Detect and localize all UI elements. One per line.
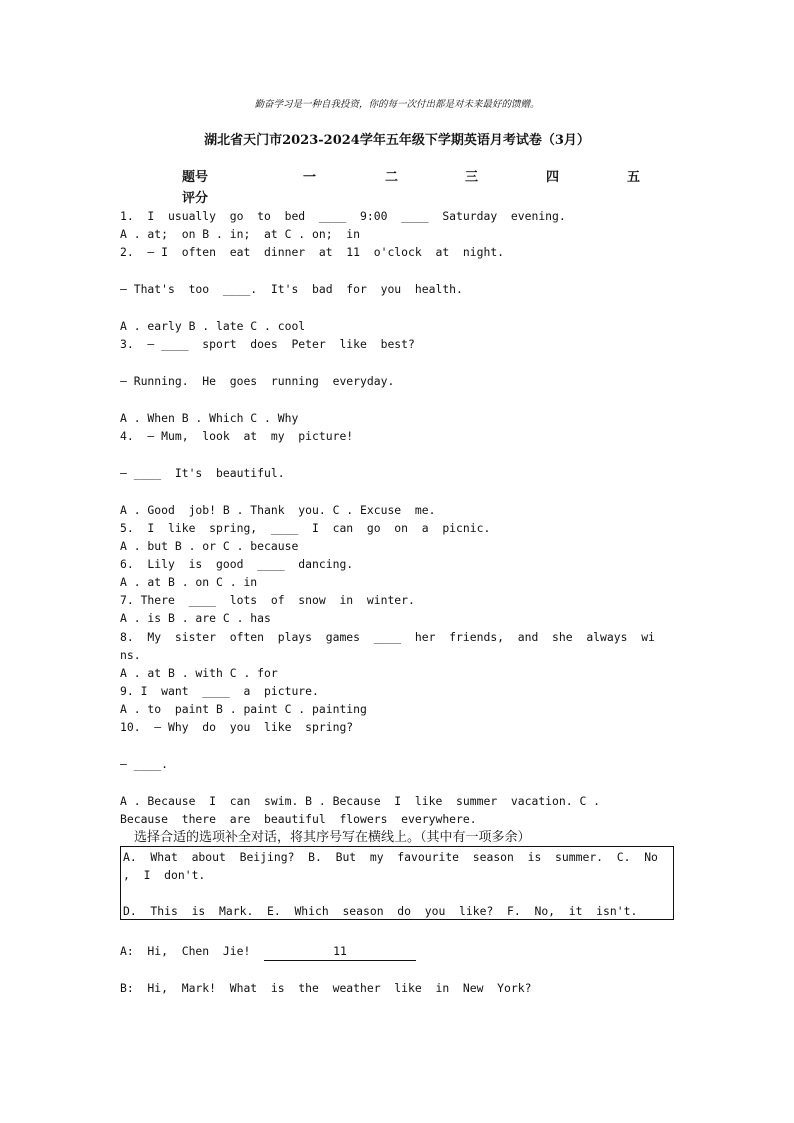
question-line: A . When B . Which C . Why: [120, 411, 299, 425]
question-line: A . Good job! B . Thank you. C . Excuse me.: [120, 503, 436, 517]
question-line: — Running. He goes running everyday.: [120, 374, 395, 388]
question-line: 7. There ____ lots of snow in winter.: [120, 593, 415, 607]
dialog-line-b: B: Hi, Mark! What is the weather like in New York?: [120, 981, 532, 995]
score-table-col: 五: [627, 170, 641, 185]
question-line: 2. — I often eat dinner at 11 o'clock at night.: [120, 245, 505, 259]
options-box: [120, 846, 674, 920]
score-table-col: 三: [465, 170, 479, 185]
question-line: ns.: [120, 648, 141, 662]
question-line: 8. My sister often plays games ____ her friends, and she always wi: [120, 630, 655, 644]
question-line: 10. — Why do you like spring?: [120, 720, 354, 734]
question-line: A . at B . with C . for: [120, 666, 278, 680]
answer-blank-11[interactable]: 11: [264, 942, 416, 961]
score-table-score-label: 评分: [182, 191, 209, 206]
question-line: 6. Lily is good ____ dancing.: [120, 557, 354, 571]
question-line: A . is B . are C . has: [120, 611, 271, 625]
question-line: A . but B . or C . because: [120, 539, 299, 553]
question-line: A . at B . on C . in: [120, 575, 258, 589]
page-title: 湖北省天门市2023-2024学年五年级下学期英语月考试卷（3月）: [204, 133, 590, 148]
section-instruction: 选择合适的选项补全对话，将其序号写在横线上。（其中有一项多余）: [134, 830, 531, 845]
dialog-a-prefix: A: Hi, Chen Jie!: [120, 944, 251, 958]
question-line: — That's too ____. It's bad for you health.: [120, 282, 463, 296]
score-table-col: 四: [546, 170, 560, 185]
motto: 勤奋学习是一种自我投资，你的每一次付出都是对未来最好的馈赠。: [254, 99, 540, 110]
question-line: — ____ It's beautiful.: [120, 466, 285, 480]
question-line: 3. — ____ sport does Peter like best?: [120, 337, 415, 351]
question-line: A . at; on B . in; at C . on; in: [120, 227, 361, 241]
question-line: A . early B . late C . cool: [120, 319, 306, 333]
options-line: , I don't.: [123, 868, 206, 882]
question-line: 9. I want ____ a picture.: [120, 684, 319, 698]
question-line: — ____.: [120, 757, 169, 771]
score-table-header-label: 题号: [182, 170, 209, 185]
question-line: 5. I like spring, ____ I can go on a picnic.: [120, 521, 491, 535]
question-line: 4. — Mum, look at my picture!: [120, 429, 354, 443]
score-table-col: 一: [303, 170, 317, 185]
question-line: 1. I usually go to bed ____ 9:00 ____ Saturday evening.: [120, 209, 566, 223]
question-line: A . to paint B . paint C . painting: [120, 702, 367, 716]
options-line: D. This is Mark. E. Which season do you like? F. No, it isn't.: [123, 904, 638, 918]
dialog-line-a: [120, 942, 416, 961]
question-line: A . Because I can swim. B . Because I like summer vacation. C .: [120, 794, 601, 808]
question-line: Because there are beautiful flowers everywhere.: [120, 812, 477, 826]
options-line: A. What about Beijing? B. But my favourite season is summer. C. No: [123, 850, 658, 864]
score-table-col: 二: [385, 170, 399, 185]
